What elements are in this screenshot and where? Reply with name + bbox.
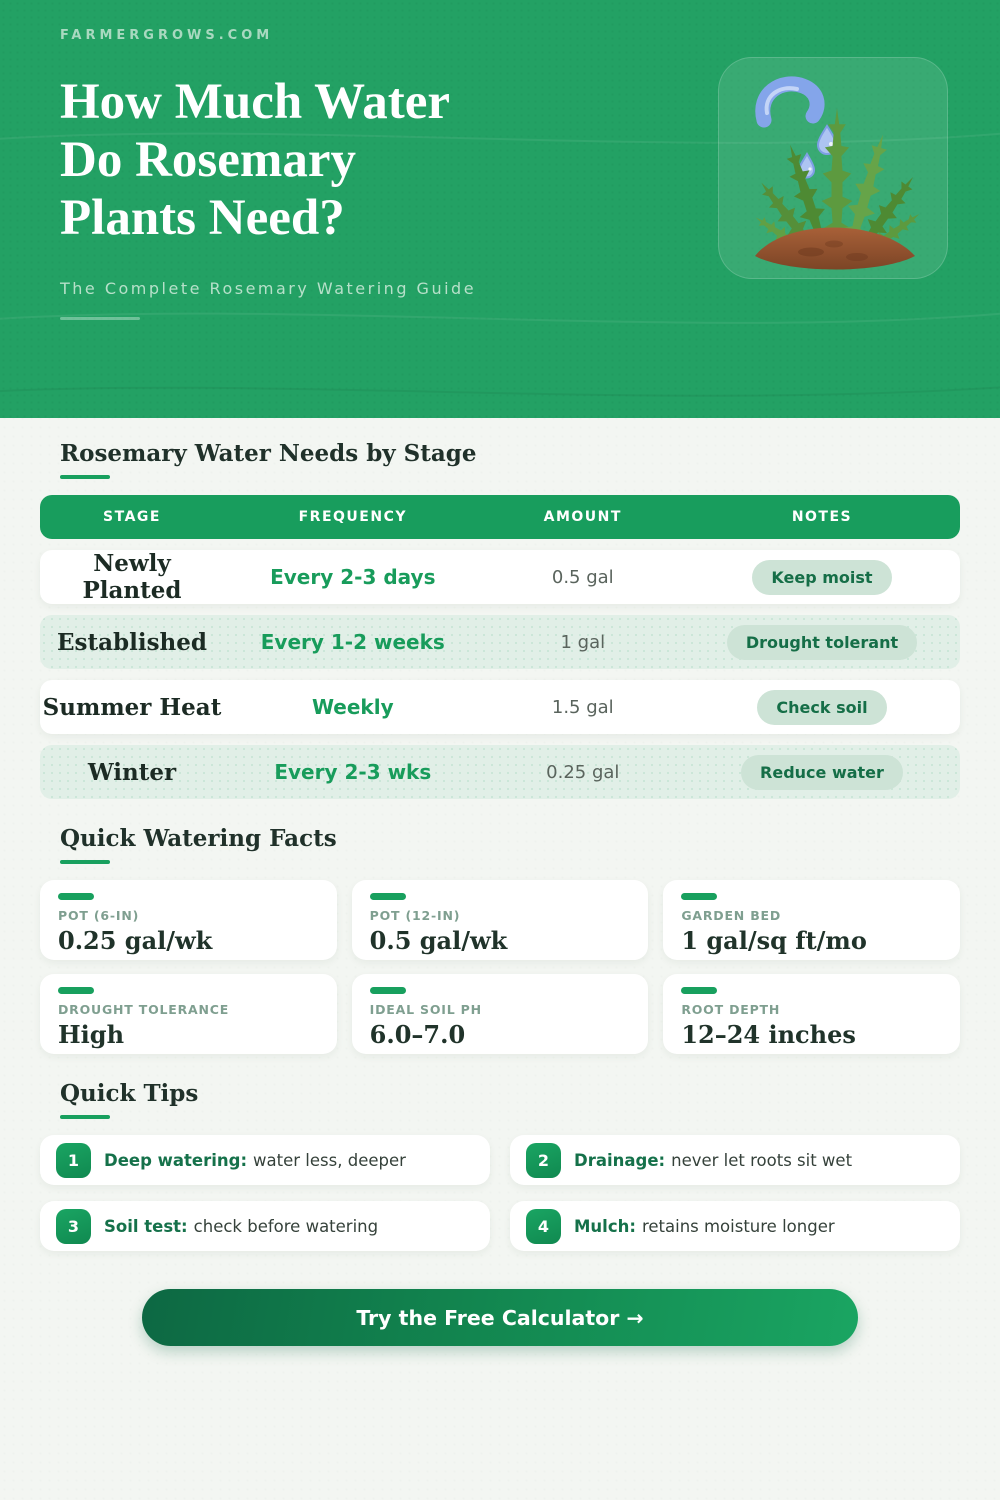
- tip-card: [40, 1201, 490, 1251]
- table-row: [40, 615, 960, 669]
- fact-accent-dash: [58, 987, 94, 994]
- fact-value: High: [58, 1020, 125, 1049]
- section-title-underline: [60, 475, 110, 479]
- table-row: [40, 680, 960, 734]
- facts-grid: [40, 880, 960, 1054]
- page-title-line-2: Do Rosemary: [60, 132, 357, 188]
- tip-card: [510, 1135, 960, 1185]
- frequency-cell: Every 1-2 weeks: [260, 630, 445, 654]
- water-needs-section: [40, 440, 960, 799]
- free-calculator-button[interactable]: Try the Free Calculator →: [142, 1289, 858, 1346]
- fact-card: [663, 974, 960, 1054]
- table-row: [40, 745, 960, 799]
- rosemary-plant-illustration: [719, 58, 947, 278]
- column-header-stage: STAGE: [103, 509, 161, 525]
- fact-card: [40, 974, 337, 1054]
- page-title-line-1: How Much Water: [60, 74, 451, 130]
- section-title-quick-tips: Quick Tips: [60, 1080, 199, 1107]
- table-header-row: [40, 495, 960, 539]
- frequency-cell: Weekly: [311, 695, 394, 719]
- section-title-quick-facts: Quick Watering Facts: [60, 825, 337, 852]
- stage-cell: Winter: [87, 758, 177, 786]
- quick-facts-section: [40, 825, 960, 1054]
- tip-card: [40, 1135, 490, 1185]
- fact-accent-dash: [681, 893, 717, 900]
- tip-label: Soil test:: [104, 1216, 188, 1236]
- tip-label: Deep watering:: [104, 1150, 248, 1170]
- notes-cell: [684, 560, 960, 595]
- fact-value: 0.5 gal/wk: [369, 926, 508, 955]
- tip-number-badge: 2: [526, 1143, 561, 1178]
- section-title-underline: [60, 1115, 110, 1119]
- tip-card: [510, 1201, 960, 1251]
- fact-label: DROUGHT TOLERANCE: [58, 1002, 230, 1017]
- column-header-amount: AMOUNT: [543, 509, 622, 525]
- column-header-frequency: FREQUENCY: [298, 509, 407, 525]
- frequency-cell: Every 2-3 wks: [274, 760, 432, 784]
- notes-cell: [684, 755, 960, 790]
- section-title-water-needs: Rosemary Water Needs by Stage: [60, 440, 477, 467]
- fact-value: 6.0–7.0: [369, 1020, 466, 1049]
- tip-label: Drainage:: [574, 1150, 666, 1170]
- rosemary-illustration-card: [718, 57, 948, 279]
- tip-text: [104, 1217, 378, 1236]
- tip-description: check before watering: [193, 1216, 379, 1236]
- tip-label: Mulch:: [574, 1216, 636, 1236]
- amount-cell: 1 gal: [560, 631, 606, 653]
- stage-cell: Summer Heat: [42, 693, 222, 721]
- hero-banner: [0, 0, 1000, 418]
- main-content: [0, 418, 1000, 1346]
- fact-card: [663, 880, 960, 960]
- section-title-underline: [60, 860, 110, 864]
- quick-tips-section: [40, 1080, 960, 1251]
- column-header-notes: NOTES: [791, 509, 853, 525]
- fact-label: IDEAL SOIL PH: [369, 1002, 482, 1017]
- table-row: [40, 550, 960, 604]
- notes-cell: [684, 625, 960, 660]
- tips-grid: [40, 1135, 960, 1251]
- frequency-cell: Every 2-3 days: [270, 565, 436, 589]
- cta-container: [40, 1289, 960, 1346]
- page-title: [60, 73, 680, 247]
- fact-accent-dash: [58, 893, 94, 900]
- tip-text: [574, 1151, 852, 1170]
- tip-text: [104, 1151, 406, 1170]
- fact-accent-dash: [370, 987, 406, 994]
- page-subtitle: The Complete Rosemary Watering Guide: [60, 279, 477, 298]
- tip-description: retains moisture longer: [641, 1216, 835, 1236]
- brand-website: FARMERGROWS.COM: [60, 28, 274, 43]
- fact-label: POT (12-IN): [369, 908, 461, 923]
- tip-number-badge: 1: [56, 1143, 91, 1178]
- fact-accent-dash: [370, 893, 406, 900]
- fact-label: ROOT DEPTH: [681, 1002, 781, 1017]
- fact-card: [352, 974, 649, 1054]
- fact-value: 12–24 inches: [681, 1020, 856, 1049]
- tip-number-badge: 3: [56, 1209, 91, 1244]
- stage-cell: Established: [57, 628, 207, 656]
- fact-accent-dash: [681, 987, 717, 994]
- tip-description: never let roots sit wet: [671, 1150, 853, 1170]
- fact-card: [352, 880, 649, 960]
- amount-cell: 0.25 gal: [546, 761, 620, 783]
- fact-card: [40, 880, 337, 960]
- note-pill: Keep moist: [752, 560, 891, 595]
- note-pill: Reduce water: [741, 755, 903, 790]
- amount-cell: 0.5 gal: [551, 566, 614, 588]
- subtitle-underline: [60, 317, 140, 320]
- note-pill: Drought tolerant: [727, 625, 917, 660]
- watering-spout-icon: [763, 84, 836, 178]
- tip-text: [574, 1217, 835, 1236]
- tip-number-badge: 4: [526, 1209, 561, 1244]
- amount-cell: 1.5 gal: [551, 696, 614, 718]
- fact-label: POT (6-IN): [58, 908, 140, 923]
- page-title-line-3: Plants Need?: [60, 190, 345, 246]
- fact-label: GARDEN BED: [681, 908, 782, 923]
- note-pill: Check soil: [757, 690, 886, 725]
- fact-value: 0.25 gal/wk: [58, 926, 213, 955]
- tip-description: water less, deeper: [253, 1150, 406, 1170]
- fact-value: 1 gal/sq ft/mo: [681, 926, 867, 955]
- stage-cell: Newly Planted: [82, 550, 182, 604]
- notes-cell: [684, 690, 960, 725]
